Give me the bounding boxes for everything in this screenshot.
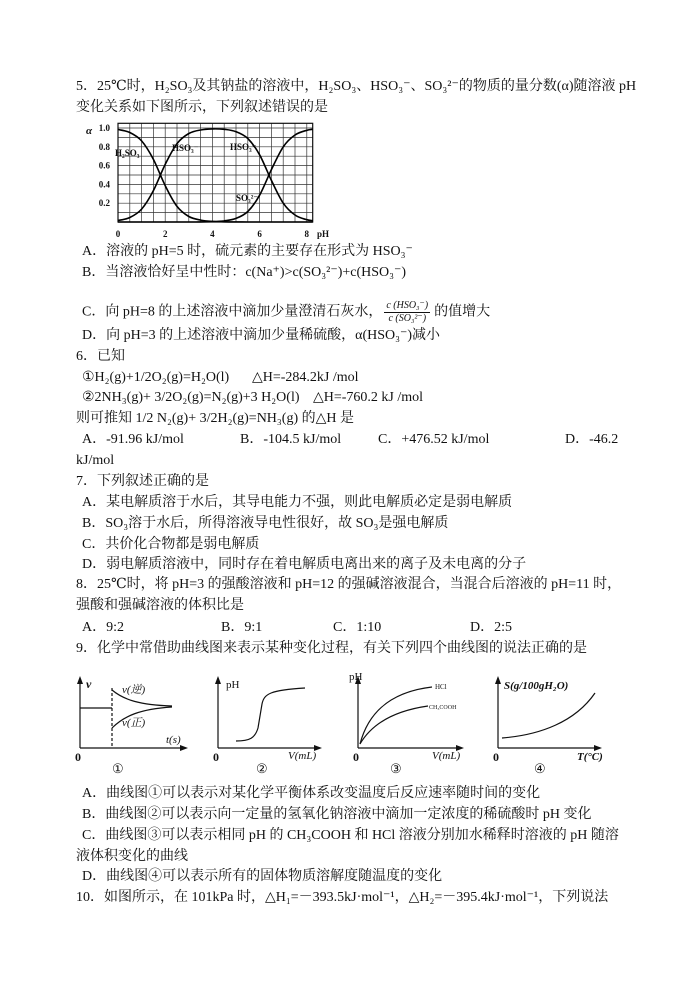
graph-3	[349, 671, 464, 776]
q6-option-d: D．-46.2	[565, 432, 619, 447]
q9-option-a: A．曲线图①可以表示对某化学平衡体系改变温度后反应速率随时间的变化	[82, 786, 541, 801]
q6-equation-2: ②2NH₃(g)+ 3/2O₂(g)=N₂(g)+3 H₂O(l)	[82, 390, 300, 405]
q5-option-b: B．当溶液恰好呈中性时：c(Na⁺)>c(SO₃²⁻)+c(HSO₃⁻)	[82, 265, 407, 280]
graph2-y-arrow	[215, 676, 221, 684]
q5-option-c-text: C．向 pH=8 的上述溶液中滴加少量澄清石灰水，	[82, 304, 383, 320]
q6-option-c: C．+476.52 kJ/mol	[378, 432, 490, 447]
fraction-denominator: c (SO₃²⁻)	[388, 313, 427, 324]
graph3-hcl-label: HCl	[435, 683, 447, 691]
graph4-origin: 0	[493, 750, 499, 764]
q9-graphs	[70, 665, 620, 777]
q9-title: 9．化学中常借助曲线图来表示某种变化过程，有关下列四个曲线图的说法正确的是	[76, 641, 587, 656]
chart-grid	[118, 123, 313, 222]
q8-option-d: D．2:5	[470, 620, 512, 635]
graph1-lower-label: v(正)	[122, 717, 146, 729]
graph1-x-arrow	[180, 745, 188, 751]
graph2-y-label: pH	[226, 679, 240, 691]
q7-title: 7．下列叙述正确的是	[76, 474, 209, 489]
q6-infer: 则可推知 1/2 N₂(g)+ 3/2H₂(g)=NH₃(g) 的△H 是	[76, 411, 355, 426]
graph3-ch3cooh-label: CH₃COOH	[429, 705, 457, 711]
alpha-ph-chart	[80, 115, 345, 240]
graph4-y-arrow	[495, 676, 501, 684]
q5-stem-line2: 变化关系如下图所示，下列叙述错误的是	[76, 100, 328, 115]
q6-option-d-wrap: kJ/mol	[76, 453, 115, 468]
graph1-upper-label: v(逆)	[122, 684, 146, 696]
q6-equation-1: ①H₂(g)+1/2O₂(g)=H₂O(l)	[82, 370, 230, 385]
q5-option-a: A．溶液的 pH=5 时，硫元素的主要存在形式为 HSO₃⁻	[82, 244, 413, 259]
graph1-origin: 0	[75, 750, 81, 764]
chart-x-axis-label: pH	[317, 229, 330, 239]
x-tick-label: 0	[115, 229, 121, 239]
graph3-origin: 0	[353, 750, 359, 764]
q6-option-a: A．-91.96 kJ/mol	[82, 432, 184, 447]
q8-option-a: A．9:2	[82, 620, 124, 635]
x-tick-label: 4	[210, 229, 215, 239]
concentration-ratio-fraction	[384, 300, 430, 325]
q9-option-b: B．曲线图②可以表示向一定量的氢氧化钠溶液中滴加一定浓度的稀硫酸时 pH 变化	[82, 807, 592, 822]
q5-option-d: D．向 pH=3 的上述溶液中滴加少量稀硫酸，α(HSO₃⁻)减小	[82, 328, 441, 343]
graph3-y-label: pH	[349, 671, 363, 683]
graph4-y-label: S(g/100gH₂O)	[504, 680, 569, 692]
curve-label-h2so3: H₂SO₃	[115, 148, 140, 158]
q6-equation-1-enthalpy: △H=-284.2kJ /mol	[252, 370, 359, 385]
y-tick-label: 0.2	[98, 198, 110, 209]
q7-option-b: B．SO₃溶于水后，所得溶液导电性很好，故 SO₃是强电解质	[82, 516, 449, 531]
graph1-x-label: t(s)	[166, 734, 181, 746]
q9-option-d: D．曲线图④可以表示所有的固体物质溶解度随温度的变化	[82, 869, 443, 884]
q5-option-c-tail: 的值增大	[434, 304, 491, 320]
x-tick-label: 6	[257, 229, 262, 239]
y-tick-label: 1.0	[98, 123, 110, 133]
graph4-caption: ④	[534, 761, 546, 776]
q10-stem: 10．如图所示，在 101kPa 时，△H₁=－393.5kJ·mol⁻¹，△H₂=－395.4kJ·mol⁻¹，下列说法	[76, 890, 609, 905]
q8-stem-line1: 8．25℃时，将 pH=3 的强酸溶液和 pH=12 的强碱溶液混合，当混合后溶液的 pH=11 时，	[76, 577, 622, 592]
graph4-solubility-curve	[502, 693, 595, 738]
q6-option-b: B．-104.5 kJ/mol	[240, 432, 342, 447]
q9-option-c-wrap: 液体积变化的曲线	[76, 849, 188, 864]
graph-2	[213, 676, 322, 776]
x-tick-label: 8	[304, 229, 310, 239]
q7-option-d: D．弱电解质溶液中，同时存在着电解质电离出来的离子及未电离的分子	[82, 557, 527, 572]
curve-label-hso3-right: HSO₃⁻	[230, 142, 257, 152]
graph2-caption: ②	[256, 761, 268, 776]
q6-title: 6．已知	[76, 349, 125, 364]
q9-option-c: C．曲线图③可以表示相同 pH 的 CH₃COOH 和 HCl 溶液分别加水稀释时溶液的 pH 随溶	[82, 828, 619, 843]
fraction-numerator: c (HSO₃⁻)	[386, 300, 429, 311]
graph1-y-arrow	[77, 676, 83, 684]
curve-label-so3: SO₃²⁻	[236, 193, 259, 203]
graph4-x-label: T(°C)	[577, 751, 603, 763]
graph1-y-label: v	[86, 677, 92, 691]
graph-4	[493, 676, 603, 776]
graph-1	[75, 676, 188, 776]
q7-option-c: C．共价化合物都是弱电解质	[82, 537, 260, 552]
q8-option-c: C．1:10	[333, 620, 382, 635]
y-tick-label: 0.4	[98, 179, 110, 190]
q5-stem-line1: 5．25℃时，H₂SO₃及其钠盐的溶液中，H₂SO₃、HSO₃⁻、SO₃²⁻的物质的量分数(α)随溶液 pH	[76, 79, 637, 94]
graph2-ph-curve	[236, 688, 305, 741]
curve-label-hso3-left: HSO₃⁻	[172, 143, 199, 153]
graph3-hcl-curve	[360, 687, 432, 744]
q5-option-c	[82, 300, 491, 324]
q8-stem-line2: 强酸和强碱溶液的体积比是	[76, 598, 244, 613]
graph3-ch3cooh-curve	[360, 706, 428, 744]
graph1-caption: ①	[112, 761, 124, 776]
chart-y-axis-label: α	[86, 125, 93, 137]
x-tick-label: 2	[162, 229, 168, 239]
y-tick-label: 0.6	[98, 160, 110, 171]
graph2-origin: 0	[213, 750, 219, 764]
graph3-caption: ③	[390, 761, 402, 776]
q6-equation-2-enthalpy: △H=-760.2 kJ /mol	[313, 390, 424, 405]
graph3-x-label: V(mL)	[432, 750, 461, 762]
graph2-x-label: V(mL)	[288, 750, 317, 762]
q7-option-a: A．某电解质溶于水后，其导电能力不强，则此电解质必定是弱电解质	[82, 495, 513, 510]
q8-option-b: B．9:1	[221, 620, 263, 635]
y-tick-label: 0.8	[98, 141, 110, 152]
